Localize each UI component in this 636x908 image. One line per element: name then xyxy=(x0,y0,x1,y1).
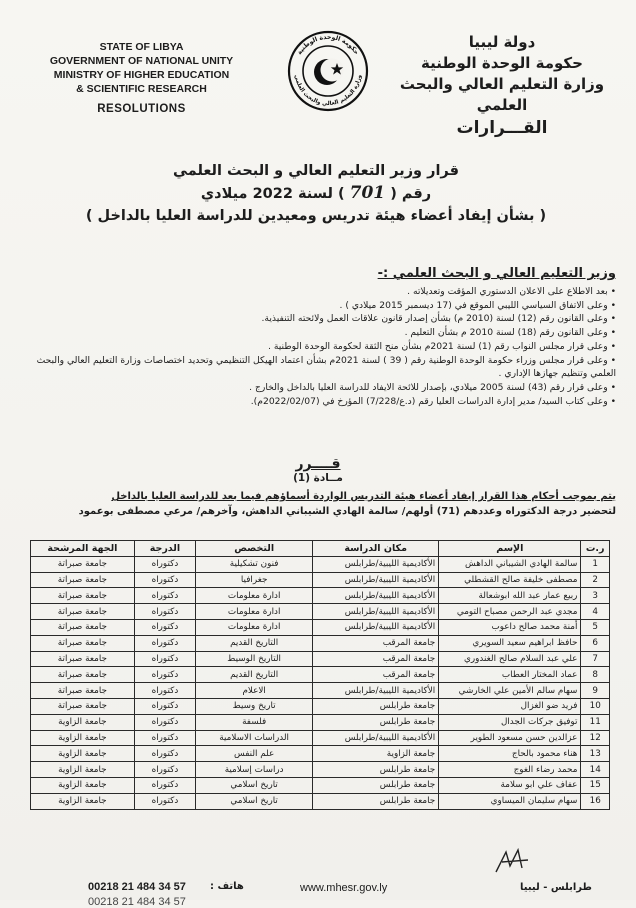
decision-title-line: قرار وزير التعليم العالي و البحث العلمي xyxy=(173,163,459,179)
nominating-body-cell: جامعة الزاوية xyxy=(31,777,135,793)
specialty-cell: ادارة معلومات xyxy=(196,588,313,604)
degree-cell: دكتوراه xyxy=(134,762,195,778)
decision-number-suffix: ) لسنة 2022 ميلادي xyxy=(200,186,345,202)
delegate-name-cell: عزالدين حسن مسعود الطوير xyxy=(439,730,581,746)
study-place-cell: جامعة الزاوية xyxy=(313,746,439,762)
article-body xyxy=(16,489,616,519)
degree-cell: دكتوراه xyxy=(134,588,195,604)
state-name-en: STATE OF LIBYA xyxy=(99,41,184,53)
consideration-item: • وعلى قرار رقم (43) لسنة 2005 ميلادي، بإصدار للائحة الايفاد للدراسة العليا بالداخل والخارج . xyxy=(16,381,616,395)
letterhead-english xyxy=(34,40,249,116)
table-row xyxy=(31,762,610,778)
study-place-cell: جامعة طرابلس xyxy=(313,698,439,714)
decision-number: 701 xyxy=(349,183,386,203)
specialty-cell: دراسات إسلامية xyxy=(196,762,313,778)
degree-cell: دكتوراه xyxy=(134,651,195,667)
consideration-item: • وعلى قرار مجلس النواب رقم (1) لسنة 2021م بشأن منح الثقة لحكومة الوحدة الوطنية . xyxy=(16,340,616,354)
col-header-name: الإسم xyxy=(439,541,581,557)
specialty-cell: جغرافيا xyxy=(196,572,313,588)
study-place-cell: الأكاديمية الليبية/طرابلس xyxy=(313,683,439,699)
delegate-name-cell: أمنة محمد صالح داعوب xyxy=(439,619,581,635)
delegate-name-cell: فريد ضو الغزال xyxy=(439,698,581,714)
delegate-name-cell: مصطفى خليفة صالح القشطلي xyxy=(439,572,581,588)
decision-subject: ( بشأن إيفاد أعضاء هيئة تدريس ومعيدين للدراسة العليا بالداخل ) xyxy=(85,208,547,224)
page-footer xyxy=(0,876,636,908)
nominating-body-cell: جامعة صبراتة xyxy=(31,572,135,588)
degree-cell: دكتوراه xyxy=(134,604,195,620)
row-number-cell: 9 xyxy=(581,683,610,699)
consideration-item: • وعلى كتاب السيد/ مدير إدارة الدراسات العليا رقم (د.ع/7/228) المؤرخ في (2022/02/07م). xyxy=(16,395,616,409)
nominating-body-cell: جامعة الزاوية xyxy=(31,746,135,762)
table-row xyxy=(31,588,610,604)
resolutions-label-en: RESOLUTIONS xyxy=(97,103,186,115)
nominating-body-cell: جامعة الزاوية xyxy=(31,793,135,809)
specialty-cell: الدراسات الاسلامية xyxy=(196,730,313,746)
svg-text:حكومة الوحدة الوطنية xyxy=(296,34,360,56)
nominating-body-cell: جامعة الزاوية xyxy=(31,730,135,746)
specialty-cell: تاريخ اسلامي xyxy=(196,793,313,809)
considerations-list xyxy=(16,285,616,408)
row-number-cell: 14 xyxy=(581,762,610,778)
nominating-body-cell: جامعة الزاوية xyxy=(31,714,135,730)
consideration-item: • وعلى القانون رقم (18) لسنة 2010 م بشأن التعليم . xyxy=(16,326,616,340)
table-row xyxy=(31,730,610,746)
row-number-cell: 1 xyxy=(581,556,610,572)
col-header-number: ر.ت xyxy=(581,541,610,557)
ministry-name-en: MINISTRY OF HIGHER EDUCATION xyxy=(53,69,230,81)
delegate-name-cell: سهام سليمان الميساوي xyxy=(439,793,581,809)
row-number-cell: 15 xyxy=(581,777,610,793)
table-row xyxy=(31,777,610,793)
nominating-body-cell: جامعة صبراتة xyxy=(31,651,135,667)
degree-cell: دكتوراه xyxy=(134,777,195,793)
study-place-cell: جامعة طرابلس xyxy=(313,793,439,809)
row-number-cell: 7 xyxy=(581,651,610,667)
degree-cell: دكتوراه xyxy=(134,698,195,714)
row-number-cell: 11 xyxy=(581,714,610,730)
delegate-name-cell: محمد رضاء الغوج xyxy=(439,762,581,778)
delegate-name-cell: ربيع عمار عبد الله ابوشعالة xyxy=(439,588,581,604)
table-row xyxy=(31,635,610,651)
delegate-name-cell: هناء محمود بالحاج xyxy=(439,746,581,762)
nominating-body-cell: جامعة صبراتة xyxy=(31,667,135,683)
delegate-name-cell: عفاف علي ابو سلامة xyxy=(439,777,581,793)
government-name-ar: حكومة الوحدة الوطنية xyxy=(421,54,583,72)
study-place-cell: الأكاديمية الليبية/طرابلس xyxy=(313,556,439,572)
table-row xyxy=(31,746,610,762)
delegate-name-cell: علي عبد السلام صالح الغندوري xyxy=(439,651,581,667)
specialty-cell: علم النفس xyxy=(196,746,313,762)
ministry-name-en-2: & SCIENTIFIC RESEARCH xyxy=(76,83,207,95)
study-place-cell: جامعة المرقب xyxy=(313,635,439,651)
table-row xyxy=(31,793,610,809)
nominating-body-cell: جامعة صبراتة xyxy=(31,683,135,699)
table-row xyxy=(31,556,610,572)
consideration-item: • بعد الاطلاع على الاعلان الدستوري المؤقت وتعديلاته . xyxy=(16,285,616,299)
degree-cell: دكتوراه xyxy=(134,667,195,683)
specialty-cell: ادارة معلومات xyxy=(196,619,313,635)
specialty-cell: تاريخ اسلامي xyxy=(196,777,313,793)
delegate-name-cell: مجدي عبد الرحمن مصباح التومي xyxy=(439,604,581,620)
table-row xyxy=(31,651,610,667)
decided-heading: قــــرر xyxy=(295,456,341,472)
table-header-row xyxy=(31,541,610,557)
state-name-ar: دولة ليبيا xyxy=(468,33,536,51)
row-number-cell: 2 xyxy=(581,572,610,588)
col-header-study-place: مكان الدراسة xyxy=(313,541,439,557)
nominating-body-cell: جامعة صبراتة xyxy=(31,604,135,620)
degree-cell: دكتوراه xyxy=(134,793,195,809)
degree-cell: دكتوراه xyxy=(134,556,195,572)
minister-heading: وزير التعليم العالي و البحث العلمي :- xyxy=(377,266,616,281)
ministry-name-ar: وزارة التعليم العالي والبحث العلمي xyxy=(399,75,605,114)
signature-mark-icon xyxy=(492,846,532,876)
nominating-body-cell: جامعة صبراتة xyxy=(31,588,135,604)
table-row xyxy=(31,619,610,635)
degree-cell: دكتوراه xyxy=(134,683,195,699)
row-number-cell: 13 xyxy=(581,746,610,762)
specialty-cell: التاريخ القديم xyxy=(196,635,313,651)
table-row xyxy=(31,714,610,730)
row-number-cell: 12 xyxy=(581,730,610,746)
emblem-ring-bottom-text: وزارة التعليم العالي والبحث العلمي xyxy=(293,74,363,108)
specialty-cell: فنون تشكيلية xyxy=(196,556,313,572)
nominating-body-cell: جامعة صبراتة xyxy=(31,619,135,635)
footer-phone-label: هاتف : xyxy=(210,881,244,892)
article-body-line-2: لتحضير درجة الدكتوراه وعددهم (71) أولهم/ سالمة الهادي الشيباني الداهش، وآخرهم/ مرعي مصطفى بوعمود xyxy=(78,506,616,517)
row-number-cell: 3 xyxy=(581,588,610,604)
col-header-specialty: التخصص xyxy=(196,541,313,557)
degree-cell: دكتوراه xyxy=(134,572,195,588)
government-name-en: GOVERNMENT OF NATIONAL UNITY xyxy=(49,55,234,67)
degree-cell: دكتوراه xyxy=(134,619,195,635)
row-number-cell: 8 xyxy=(581,667,610,683)
row-number-cell: 4 xyxy=(581,604,610,620)
article-body-line-1: يتم بموجب أحكام هذا القرار إيفاد أعضاء هيئة التدريس الواردة أسماؤهم فيما بعد للدراسة العليا بالداخل xyxy=(111,491,616,502)
specialty-cell: الاعلام xyxy=(196,683,313,699)
delegate-name-cell: سهام سالم الأمين علي الخارشي xyxy=(439,683,581,699)
ministry-emblem-icon xyxy=(287,30,369,112)
table-row xyxy=(31,667,610,683)
col-header-nominating-body: الجهة المرشحة xyxy=(31,541,135,557)
specialty-cell: التاريخ الوسيط xyxy=(196,651,313,667)
delegate-name-cell: توفيق جركات الجدال xyxy=(439,714,581,730)
delegates-table xyxy=(30,540,610,810)
table-row xyxy=(31,604,610,620)
letterhead-arabic xyxy=(382,32,622,139)
row-number-cell: 5 xyxy=(581,619,610,635)
degree-cell: دكتوراه xyxy=(134,730,195,746)
study-place-cell: الأكاديمية الليبية/طرابلس xyxy=(313,604,439,620)
consideration-item: • وعلى قرار مجلس وزراء حكومة الوحدة الوطنية رقم ( 39 ) لسنة 2021م بشأن اعتماد الهيكل التنظيمي وتحديد اختصاصات وزارة التعليم العالي والبحث العلمي وتنظيم جهازها الإداري . xyxy=(16,354,616,381)
emblem-ring-top-text: حكومة الوحدة الوطنية xyxy=(296,33,360,57)
nominating-body-cell: جامعة صبراتة xyxy=(31,556,135,572)
specialty-cell: ادارة معلومات xyxy=(196,604,313,620)
nominating-body-cell: جامعة الزاوية xyxy=(31,762,135,778)
consideration-item: • وعلى القانون رقم (12) لسنة (2010 م) بشأن إصدار قانون علاقات العمل ولائحته التنفيذية. xyxy=(16,312,616,326)
article-heading: مــادة (1) xyxy=(293,472,343,484)
specialty-cell: تاريخ وسيط xyxy=(196,698,313,714)
study-place-cell: جامعة المرقب xyxy=(313,651,439,667)
study-place-cell: الأكاديمية الليبية/طرابلس xyxy=(313,588,439,604)
study-place-cell: جامعة المرقب xyxy=(313,667,439,683)
delegate-name-cell: حافظ ابراهيم سعيد السويري xyxy=(439,635,581,651)
footer-phone-number: 00218 21 484 34 57 xyxy=(88,881,186,893)
delegate-name-cell: سالمة الهادي الشيباني الداهش xyxy=(439,556,581,572)
decision-title xyxy=(60,160,572,227)
nominating-body-cell: جامعة صبراتة xyxy=(31,698,135,714)
degree-cell: دكتوراه xyxy=(134,714,195,730)
study-place-cell: جامعة طرابلس xyxy=(313,714,439,730)
decision-number-prefix: رقم ( xyxy=(390,186,432,202)
nominating-body-cell: جامعة صبراتة xyxy=(31,635,135,651)
specialty-cell: فلسفة xyxy=(196,714,313,730)
table-row xyxy=(31,572,610,588)
degree-cell: دكتوراه xyxy=(134,746,195,762)
decision-number-line xyxy=(60,182,572,205)
row-number-cell: 16 xyxy=(581,793,610,809)
row-number-cell: 6 xyxy=(581,635,610,651)
degree-cell: دكتوراه xyxy=(134,635,195,651)
col-header-degree: الدرجة xyxy=(134,541,195,557)
delegate-name-cell: عماد المختار العطاب xyxy=(439,667,581,683)
resolutions-label-ar: القـــرارات xyxy=(456,118,548,138)
specialty-cell: التاريخ القديم xyxy=(196,667,313,683)
footer-city: طرابلس - ليبيا xyxy=(520,882,592,893)
study-place-cell: الأكاديمية الليبية/طرابلس xyxy=(313,572,439,588)
study-place-cell: الأكاديمية الليبية/طرابلس xyxy=(313,730,439,746)
table-row xyxy=(31,698,610,714)
study-place-cell: جامعة طرابلس xyxy=(313,777,439,793)
study-place-cell: الأكاديمية الليبية/طرابلس xyxy=(313,619,439,635)
footer-cut-line: 00218 21 484 34 57 xyxy=(88,896,186,908)
row-number-cell: 10 xyxy=(581,698,610,714)
consideration-item: • وعلى الاتفاق السياسي الليبي الموقع في (17 ديسمبر 2015 ميلادي ) . xyxy=(16,299,616,313)
study-place-cell: جامعة طرابلس xyxy=(313,762,439,778)
table-row xyxy=(31,683,610,699)
footer-website[interactable]: www.mhesr.gov.ly xyxy=(300,882,388,894)
